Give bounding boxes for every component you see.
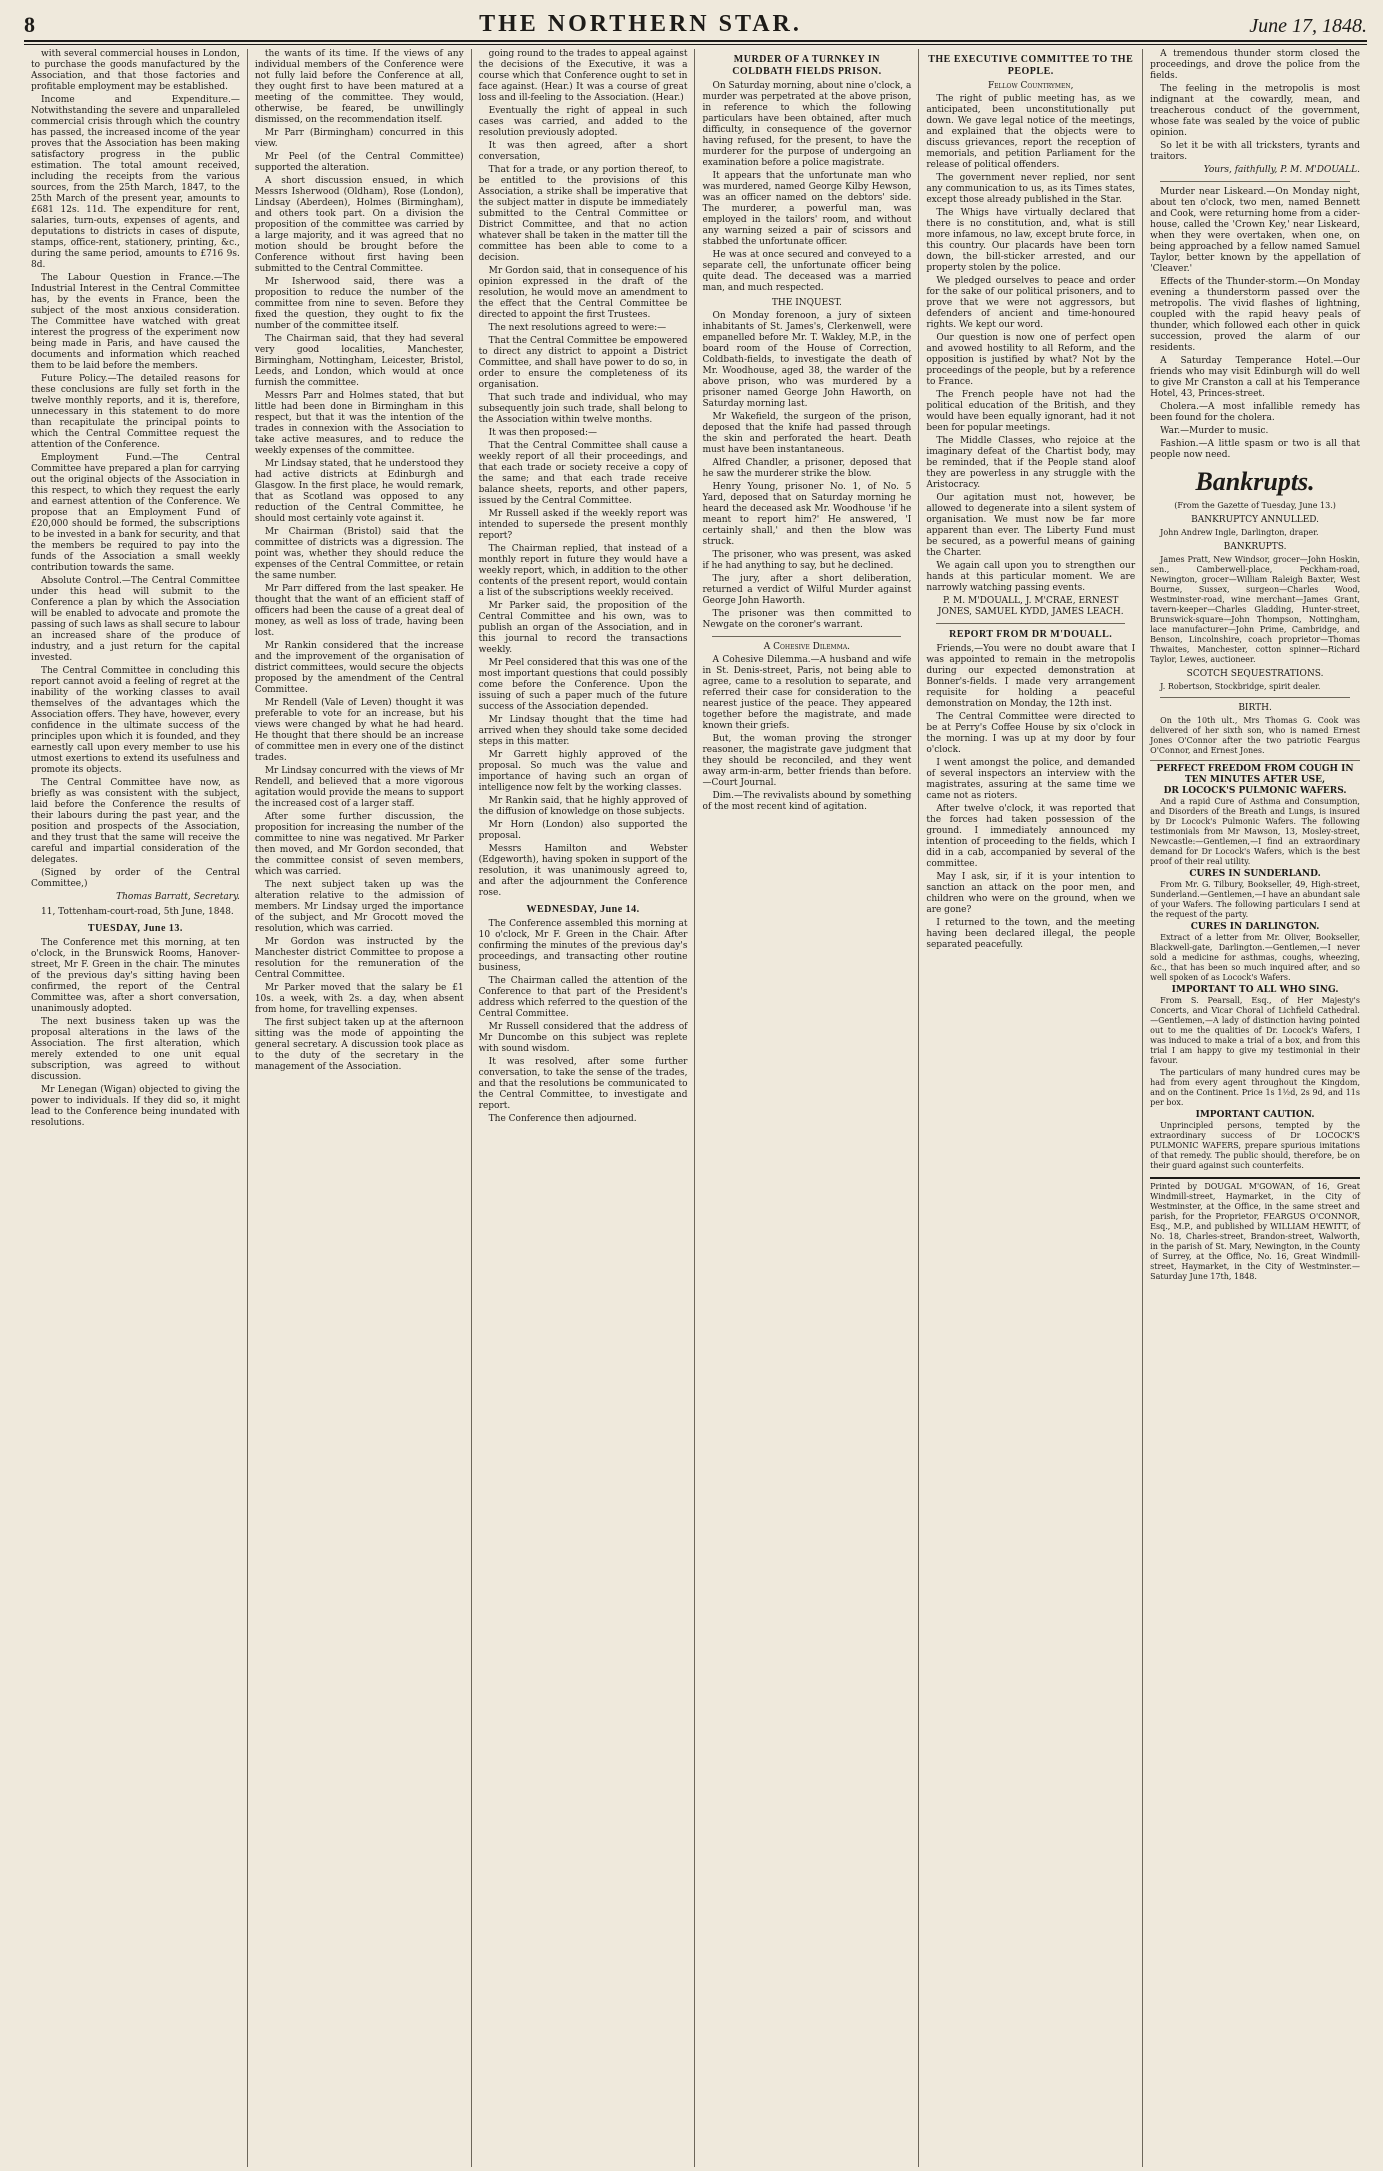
paragraph: Dim.—The revivalists abound by something of the most recent kind of agitation.	[702, 791, 912, 812]
paragraph: The prisoner was then committed to Newgate on the coroner's warrant.	[702, 609, 912, 630]
divider	[712, 636, 901, 637]
paragraph: Employment Fund.—The Central Committee have prepared a plan for carrying out the original objects of the Association in this respect, to which they request the early and earnest attention of the Conference. We propose that an Employment Fund of £20,000 should be formed, the subscriptions to be invested in a bank for security, and that the members be required to pay into the funds of the Association a small weekly contribution towards the same.	[31, 453, 240, 573]
paragraph: Mr Gordon was instructed by the Manchester district Committee to propose a resolution for the remuneration of the Central Committee.	[254, 937, 464, 980]
gazette-note: (From the Gazette of Tuesday, June 13.)	[1174, 501, 1336, 510]
ad-text: From S. Pearsall, Esq., of Her Majesty's Concerts, and Vicar Choral of Lichfield Cathedral.—Gentlemen,—A lady of distinction having pointed out to me the qualities of Dr. Locock's Wafers, I was induced to make a trial of a box, and from this trial I am happy to give my testimonial in their favour.	[1150, 996, 1360, 1065]
paragraph: Cholera.—A most infallible remedy has been found for the cholera.	[1150, 402, 1360, 423]
paragraph: The Central Committee have now, as briefly as was consistent with the subject, laid before the Conference the results of their labours during the past year, and the position and prospects of the Association, and they trust that the same will receive the careful and impartial consideration of the delegates.	[31, 778, 240, 865]
paragraph: That the Central Committee be empowered to direct any district to appoint a District Committee, and shall have power to do so, in order to ensure the completeness of its organisation.	[478, 336, 688, 390]
article-heading-report: REPORT FROM DR M'DOUALL.	[949, 629, 1113, 640]
paragraph: The French people have not had the political education of the British, and they would have been equally ignorant, had it not been for popular meetings.	[926, 390, 1136, 433]
paragraph: (Signed by order of the Central Committee,)	[31, 868, 240, 889]
page-number: 8	[24, 12, 35, 37]
paragraph: War.—Murder to music.	[1160, 426, 1269, 436]
paragraph: The prisoner, who was present, was asked if he had anything to say, but he declined.	[702, 550, 912, 571]
paragraph: So let it be with all tricksters, tyrants and traitors.	[1150, 141, 1360, 162]
paragraph: The Conference assembled this morning at 10 o'clock, Mr F. Green in the Chair. After confirming the minutes of the previous day's proceedings, and transacting other routine business,	[478, 919, 688, 973]
ad-text: From Mr. G. Tilbury, Bookseller, 49, High-street, Sunderland.—Gentlemen,—I have an abundant sale of your Wafers. The following particulars I send at the request of the party.	[1150, 880, 1360, 919]
paragraph: Mr Gordon said, that in consequence of his opinion expressed in the draft of the resolution, he would move an amendment to the effect that the Central Committee be directed to appoint the first Trustees.	[478, 266, 688, 320]
signature: Thomas Barratt, Secretary.	[116, 892, 240, 902]
paragraph: We pledged ourselves to peace and order for the sake of our political prisoners, and to prove that we were not aggressors, but defenders of ancient and time-honoured rights. We kept our word.	[926, 276, 1136, 330]
section-heading: TUESDAY, June 13.	[87, 923, 183, 934]
paragraph: It was resolved, after some further conversation, to take the sense of the trades, and that the resolutions be communicated to the Central Committee, to investigate and report.	[478, 1057, 688, 1111]
paragraph: Mr Chairman (Bristol) said that the committee of districts was a digression. The point was, whether they should reduce the expenses of the Central Committee, or retain the same number.	[254, 527, 464, 581]
subheading: BIRTH.	[1238, 703, 1272, 713]
paragraph: The first subject taken up at the afternoon sitting was the mode of appointing the general secretary. A discussion took place as to the duty of the secretary in the management of the Association.	[254, 1018, 464, 1072]
column-1	[24, 49, 248, 2167]
address-line: 11, Tottenham-court-road, 5th June, 1848.	[41, 907, 234, 917]
paragraph: The government never replied, nor sent any communication to us, as its Times states, except those already published in the Star.	[926, 173, 1136, 205]
paragraph: The Central Committee were directed to be at Perry's Coffee House by six o'clock in the morning. I was up at my door by four o'clock.	[926, 712, 1136, 755]
paragraph: A short discussion ensued, in which Messrs Isherwood (Oldham), Rose (London), Lindsay (Aberdeen), Holmes (Birmingham), and others took part. On a division the proposition of the committee was carried by a large majority, and it was agreed that no motion should be brought before the Conference without first having been submitted to the Central Committee.	[254, 176, 464, 274]
paragraph: The Chairman called the attention of the Conference to that part of the President's address which referred to the question of the Central Committee.	[478, 976, 688, 1019]
printer-imprint: Printed by DOUGAL M'GOWAN, of 16, Great Windmill-street, Haymarket, in the City of Westminster, at the Office, in the same street and parish, for the Proprietor, FEARGUS O'CONNOR, Esq., M.P., and published by WILLIAM HEWITT, of No. 18, Charles-street, Brandon-street, Walworth, in the parish of St. Mary, Newington, in the County of Surrey, at the Office, No. 16, Great Windmill-street, Haymarket, in the City of Westminster.—Saturday June 17th, 1848.	[1150, 1177, 1360, 1282]
ad-text: Extract of a letter from Mr. Oliver, Bookseller, Blackwell-gate, Darlington.—Gentlemen,—I never sold a medicine for asthmas, coughs, wheezing, &c., that has been so much inquired after, and so well spoken of as Locock's Wafers.	[1150, 933, 1360, 982]
paragraph: Mr Horn (London) also supported the proposal.	[478, 820, 688, 841]
paragraph: Mr Rankin considered that the increase and the improvement of the organisation of district committees, would secure the objects proposed by the amendment of the Central Committee.	[254, 641, 464, 695]
bankrupts-list: James Pratt, New Windsor, grocer—John Hoskin, sen., Camberwell-place, Peckham-road, Newington, grocer—William Raleigh Baxter, West Bourne, Sussex, surgeon—Charles Wood, Westminster-road, wine merchant—James Grant, tavern-keeper—Charles Gladding, Hunter-street, Brunswick-square—John Thompson, Nottingham, lace manufacturer—John Prime, Cambridge, and Benson, Lincolnshire, coach proprietor—Thomas Thwaites, Manchester, cotton spinner—Richard Taylor, Lewes, auctioneer.	[1150, 555, 1360, 664]
paragraph: The Whigs have virtually declared that there is no constitution, and, what is still more infamous, no law, except brute force, in this country. Our placards have been torn down, the bill-sticker arrested, and our property stolen by the police.	[926, 208, 1136, 273]
paragraph: But, the woman proving the stronger reasoner, the magistrate gave judgment that they should be reconciled, and they went away arm-in-arm, better friends than before.—Court Journal.	[702, 734, 912, 788]
paragraph: It was then proposed:—	[488, 428, 598, 438]
paragraph: Mr Lenegan (Wigan) objected to giving the power to individuals. If they did so, it might lead to the Conference being inundated with resolutions.	[31, 1085, 240, 1128]
paragraph: Mr Rendell (Vale of Leven) thought it was preferable to vote for an increase, but his views were changed by what he had heard. He thought that there should be an increase of committee men in every one of the distinct trades.	[254, 698, 464, 763]
paragraph: A tremendous thunder storm closed the proceedings, and drove the police from the fields.	[1150, 49, 1360, 81]
paragraph: Mr Parr differed from the last speaker. He thought that the want of an efficient staff of officers had been the cause of a great deal of money, as well as loss of trade, having been lost.	[254, 584, 464, 638]
paragraph: The next resolutions agreed to were:—	[488, 323, 667, 333]
paragraph: I returned to the town, and the meeting having been declared illegal, the people separated peacefully.	[926, 918, 1136, 950]
paragraph: The Conference then adjourned.	[488, 1114, 637, 1124]
subheading-inquest: THE INQUEST.	[771, 298, 842, 308]
ad-text: Unprincipled persons, tempted by the extraordinary success of Dr LOCOCK'S PULMONIC WAFERS, prepare spurious imitations of that remedy. The public should, therefore, be on their guard against such counterfeits.	[1150, 1121, 1360, 1170]
paragraph: The Conference met this morning, at ten o'clock, in the Brunswick Rooms, Hanover-street, Mr F. Green in the chair. The minutes of the previous day's sitting having been confirmed, the report of the Central Committee was, after a short conversation, unanimously adopted.	[31, 938, 240, 1014]
paragraph: Messrs Hamilton and Webster (Edgeworth), having spoken in support of the resolution, it was unanimously agreed to, and after the adjournment the Conference rose.	[478, 844, 688, 898]
paragraph: That for a trade, or any portion thereof, to be entitled to the provisions of this Association, a strike shall be imperative that the subject matter in dispute be immediately submitted to the Central Committee or District Committee, and that no action whatever shall be taken in the matter till the committee has been able to come to a decision.	[478, 165, 688, 263]
paragraph: The jury, after a short deliberation, returned a verdict of Wilful Murder against George John Haworth.	[702, 574, 912, 606]
paragraph: Mr Parr (Birmingham) concurred in this view.	[254, 128, 464, 149]
paragraph: It appears that the unfortunate man who was murdered, named George Kilby Hewson, was an officer named on the debtors' side. The murderer, a powerful man, was employed in the tailors' room, and without any warning seized a pair of scissors and stabbed the unfortunate officer.	[702, 171, 912, 247]
paragraph: The next subject taken up was the alteration relative to the admission of members. Mr Lindsay urged the importance of the subject, and Mr Grocott moved the resolution, which was carried.	[254, 880, 464, 934]
column-3	[472, 49, 696, 2167]
paragraph: That the Central Committee shall cause a weekly report of all their proceedings, and that each trade or society receive a copy of the same; and that each trade receive balance sheets, reports, and other papers, issued by the Central Committee.	[478, 441, 688, 506]
paragraph: A Saturday Temperance Hotel.—Our friends who may visit Edinburgh will do well to give Mr Cranston a call at his Temperance Hotel, 43, Princes-street.	[1150, 356, 1360, 399]
paragraph: Mr Rankin said, that he highly approved of the diffusion of knowledge on those subjects.	[478, 796, 688, 817]
paragraph: Messrs Parr and Holmes stated, that but little had been done in Birmingham in this respect, but that it was the intention of the trades in connexion with the Association to take active measures, and to reduce the weekly expenses of the committee.	[254, 391, 464, 456]
paragraph: Fashion.—A little spasm or two is all that people now need.	[1150, 439, 1360, 460]
paragraph: A Cohesive Dilemma.—A husband and wife in St. Denis-street, Paris, not being able to agree, came to a resolution to separate, and referred their case for consideration to the nearest justice of the peace. They appeared together before the magistrate, and made known their griefs.	[702, 655, 912, 731]
paragraph: After twelve o'clock, it was reported that the forces had taken possession of the ground. I immediately announced my intention of proceeding to the fields, which I did in a cab, accompanied by several of the committee.	[926, 804, 1136, 869]
paragraph: The feeling in the metropolis is most indignant at the cowardly, mean, and treacherous conduct of the government, whose fate was sealed by the voice of public opinion.	[1150, 84, 1360, 138]
ad-text: The particulars of many hundred cures may be had from every agent throughout the Kingdom, and on the Continent. Price 1s 1½d, 2s 9d, and 11s per box.	[1150, 1068, 1360, 1107]
newspaper-title: THE NORTHERN STAR.	[479, 11, 802, 37]
paragraph: On the 10th ult., Mrs Thomas G. Cook was delivered of her sixth son, who is named Ernest Jones O'Connor after the two patriotic Feargus O'Connor, and Ernest Jones.	[1150, 716, 1360, 755]
masthead-rule	[24, 44, 1367, 45]
signature: Yours, faithfully, P. M. M'DOUALL.	[1203, 165, 1360, 175]
ad-heading: PERFECT FREEDOM FROM COUGH IN TEN MINUTES AFTER USE,	[1156, 764, 1354, 785]
ad-heading: IMPORTANT TO ALL WHO SING.	[1171, 985, 1339, 995]
paragraph: The Central Committee in concluding this report cannot avoid a feeling of regret at the inability of the working classes to avail themselves of the advantages which the Association offers. They have, however, every confidence in the ultimate success of the principles upon which it is founded, and they earnestly call upon every member to use his utmost exertions to extend its usefulness and promote its objects.	[31, 666, 240, 775]
bankrupts-title: Bankrupts.	[1195, 467, 1315, 496]
masthead	[24, 8, 1367, 42]
subheading-dilemma: A Cohesive Dilemma.	[763, 642, 851, 652]
paragraph: Our agitation must not, however, be allowed to degenerate into a silent system of organisation. We must now be far more apparent than ever. The Liberty Fund must be secured, as a powerful means of gaining the Charter.	[926, 493, 1136, 558]
paragraph: He was at once secured and conveyed to a separate cell, the unfortunate officer being quite dead. The deceased was a married man, and much respected.	[702, 250, 912, 293]
article-heading-executive: THE EXECUTIVE COMMITTEE TO THE PEOPLE.	[928, 54, 1134, 77]
subheading: BANKRUPTCY ANNULLED.	[1191, 515, 1320, 525]
divider	[936, 623, 1125, 624]
paragraph: Mr Russell considered that the address of Mr Duncombe on this subject was replete with sound wisdom.	[478, 1022, 688, 1054]
divider	[1160, 181, 1350, 182]
paragraph: May I ask, sir, if it is your intention to sanction an attack on the poor men, and children who were on the ground, when we are gone?	[926, 872, 1136, 915]
ad-heading: CURES IN DARLINGTON.	[1190, 922, 1320, 932]
paragraph: That such trade and individual, who may subsequently join such trade, shall belong to the Association within twelve months.	[478, 393, 688, 425]
salutation: Fellow Countrymen,	[987, 81, 1074, 91]
paragraph: Henry Young, prisoner No. 1, of No. 5 Yard, deposed that on Saturday morning he heard the deceased ask Mr. Woodhouse 'if he meant to report him?' He answered, 'I certainly shall,' and then the blow was struck.	[702, 482, 912, 547]
columns	[24, 49, 1367, 2167]
paragraph: Mr Parker moved that the salary be £1 10s. a week, with 2s. a day, when absent from home, for travelling expenses.	[254, 983, 464, 1015]
paragraph: Mr Wakefield, the surgeon of the prison, deposed that the knife had passed through the skin and perforated the heart. Death must have been instantaneous.	[702, 412, 912, 455]
paragraph: The next business taken up was the proposal alterations in the laws of the Association. The first alteration, which merely extended to one unit equal subscription, was agreed to without discussion.	[31, 1017, 240, 1082]
paragraph: with several commercial houses in London, to purchase the goods manufactured by the Association, and that those factories and profitable employment may be established.	[31, 49, 240, 92]
paragraph: Alfred Chandler, a prisoner, deposed that he saw the murderer strike the blow.	[702, 458, 912, 479]
paragraph: Mr Russell asked if the weekly report was intended to supersede the present monthly report?	[478, 509, 688, 541]
paragraph: The Middle Classes, who rejoice at the imaginary defeat of the Chartist body, may be reminded, that if the People stand aloof they are powerless in any struggle with the Aristocracy.	[926, 436, 1136, 490]
paragraph: I went amongst the police, and demanded of several inspectors an interview with the magistrates, assuring at the same time we came not as rioters.	[926, 758, 1136, 801]
advertisement-locock	[1150, 760, 1360, 1171]
divider	[1160, 697, 1350, 698]
signatories: P. M. M'DOUALL, J. M'CRAE, ERNEST JONES, SAMUEL KYDD, JAMES LEACH.	[937, 596, 1124, 617]
paragraph: Our question is now one of perfect open and avowed hostility to all Reform, and the opposition is justified by what? Not by the proceedings of the people, but by a reference to France.	[926, 333, 1136, 387]
paragraph: Income and Expenditure.—Notwithstanding the severe and unparalleled commercial crisis through which the country has passed, the increased income of the year proves that the Association has been making satisfactory progress in the public estimation. The total amount received, including the receipts from the various sources, from the 25th March, 1847, to the 25th March of the present year, amounts to £681 12s. 11d. The expenditure for rent, salaries, turn-outs, expenses of agents, and deputations to districts in cases of dispute, stamps, office-rent, stationery, printing, &c., during the same period, amounts to £716 9s. 8d.	[31, 95, 240, 270]
paragraph: J. Robertson, Stockbridge, spirit dealer.	[1160, 682, 1321, 691]
paragraph: Mr Peel (of the Central Committee) supported the alteration.	[254, 152, 464, 173]
subheading: SCOTCH SEQUESTRATIONS.	[1186, 669, 1324, 679]
paragraph: Mr Garrett highly approved of the proposal. So much was the value and importance of having such an organ of intelligence now felt by the working classes.	[478, 750, 688, 793]
ad-text: And a rapid Cure of Asthma and Consumption, and Disorders of the Breath and Lungs, is insured by Dr Locock's Pulmonic Wafers. The following testimonials from Mr Mawson, 13, Mosley-street, Newcastle:—Gentlemen,—I find an extraordinary demand for Dr Locock's Wafers, which is the best proof of their real utility.	[1150, 797, 1360, 866]
paragraph: On Monday forenoon, a jury of sixteen inhabitants of St. James's, Clerkenwell, were empanelled before Mr. T. Wakley, M.P., in the board room of the House of Correction, Coldbath-fields, to investigate the death of Mr. Woodhouse, aged 38, the warder of the above prison, who was murdered by a prisoner named George John Haworth, on Saturday morning last.	[702, 311, 912, 409]
paragraph: Future Policy.—The detailed reasons for these conclusions are fully set forth in the twelve monthly reports, and it is, therefore, unnecessary in this statement to do more than recapitulate the principal points to which the Central Committee request the attention of the Conference.	[31, 374, 240, 450]
paragraph: going round to the trades to appeal against the decisions of the Executive, it was a course which that Conference ought to set in face against. (Hear.) It was a course of great loss and ill-feeling to the Association. (Hear.)	[478, 49, 688, 103]
paragraph: Eventually the right of appeal in such cases was carried, and added to the resolution previously adopted.	[478, 106, 688, 138]
issue-date: June 17, 1848.	[1249, 15, 1367, 37]
paragraph: Mr Parker said, the proposition of the Central Committee and his own, was to publish an organ of the Association, and in this journal to record the transactions weekly.	[478, 601, 688, 655]
paragraph: Effects of the Thunder-storm.—On Monday evening a thunderstorm passed over the metropolis. The vivid flashes of lightning, coupled with the rapid heavy peals of thunder, which followed each other in quick succession, proved the alarm of our residents.	[1150, 277, 1360, 353]
ad-subheading: DR LOCOCK'S PULMONIC WAFERS.	[1163, 786, 1347, 796]
column-5	[919, 49, 1143, 2167]
paragraph: The Chairman said, that they had several very good localities, Manchester, Birmingham, Nottingham, Leicester, Bristol, Leeds, and London, which would at once furnish the committee.	[254, 334, 464, 388]
column-4	[695, 49, 919, 2167]
subheading: BANKRUPTS.	[1223, 542, 1287, 552]
article-heading-murder: MURDER OF A TURNKEY IN COLDBATH FIELDS PRISON.	[732, 54, 882, 77]
paragraph: After some further discussion, the proposition for increasing the number of the committee to nine was negatived. Mr Parker then moved, and Mr Gordon seconded, that the committee consist of seven members, which was carried.	[254, 812, 464, 877]
paragraph: Mr Peel considered that this was one of the most important questions that could possibly come before the Conference. Upon the issuing of such a paper much of the future success of the Association depended.	[478, 658, 688, 712]
paragraph: John Andrew Ingle, Darlington, draper.	[1160, 528, 1319, 537]
paragraph: Murder near Liskeard.—On Monday night, about ten o'clock, two men, named Bennett and Cook, were returning home from a cider-house, called the 'Crown Key,' near Liskeard, when they were overtaken, when one, on being approached by a fellow named Samuel Taylor, better known by the appellation of 'Cleaver.'	[1150, 187, 1360, 274]
paragraph: Mr Isherwood said, there was a proposition to reduce the number of the committee from nine to seven. Before they fixed the question, they ought to fix the number of the committee itself.	[254, 277, 464, 331]
paragraph: It was then agreed, after a short conversation,	[478, 141, 688, 162]
ad-heading: CURES IN SUNDERLAND.	[1189, 869, 1321, 879]
paragraph: Mr Lindsay concurred with the views of Mr Rendell, and believed that a more vigorous agitation would provide the means to support the increased cost of a larger staff.	[254, 766, 464, 809]
paragraph: Mr Lindsay thought that the time had arrived when they should take some decided steps in this matter.	[478, 715, 688, 747]
paragraph: Friends,—You were no doubt aware that I was appointed to remain in the metropolis during our expected demonstration at Bonner's-fields. I made very arrangement requisite for holding a peaceful demonstration on Monday, the 12th inst.	[926, 644, 1136, 709]
column-2	[248, 49, 472, 2167]
paragraph: the wants of its time. If the views of any individual members of the Conference were not fully laid before the Conference at all, they ought first to have been matured at a meeting of the committee. They would, otherwise, be feared, be unwillingly dismissed, on the recommendation itself.	[254, 49, 464, 125]
column-6	[1143, 49, 1367, 2167]
paragraph: On Saturday morning, about nine o'clock, a murder was perpetrated at the above prison, in reference to which the following particulars have been obtained, after much difficulty, in consequence of the governor having refused, for the present, to have the murderer for the purpose of undergoing an examination before a police magistrate.	[702, 81, 912, 168]
paragraph: The Chairman replied, that instead of a monthly report in future they would have a weekly report, which, in addition to the other contents of the present report, would contain a list of the subscriptions weekly received.	[478, 544, 688, 598]
paragraph: Mr Lindsay stated, that he understood they had active districts at Edinburgh and Glasgow. In the first place, he would remark, that as Scotland was opposed to any reduction of the Central Committee, he should most certainly vote against it.	[254, 459, 464, 524]
paragraph: The Labour Question in France.—The Industrial Interest in the Central Committee has, by the events in France, been the subject of the most anxious consideration. The Committee have watched with great interest the progress of the experiment now being made in Paris, and have caused the documents and information which reached them to be laid before the members.	[31, 273, 240, 371]
section-heading: WEDNESDAY, June 14.	[526, 904, 640, 915]
ad-heading: IMPORTANT CAUTION.	[1195, 1110, 1315, 1120]
paragraph: Absolute Control.—The Central Committee under this head will submit to the Conference a plan by which the Association will be enabled to advocate and promote the passing of such laws as shall secure to labour an increased share of the produce of industry, and a just return for the capital invested.	[31, 576, 240, 663]
paragraph: We again call upon you to strengthen our hands at this particular moment. We are narrowly watching passing events.	[926, 561, 1136, 593]
paragraph: The right of public meeting has, as we anticipated, been unconstitutionally put down. We gave legal notice of the meetings, and explained that the objects were to discuss grievances, report the reception of memorials, and petition Parliament for the release of political offenders.	[926, 94, 1136, 170]
